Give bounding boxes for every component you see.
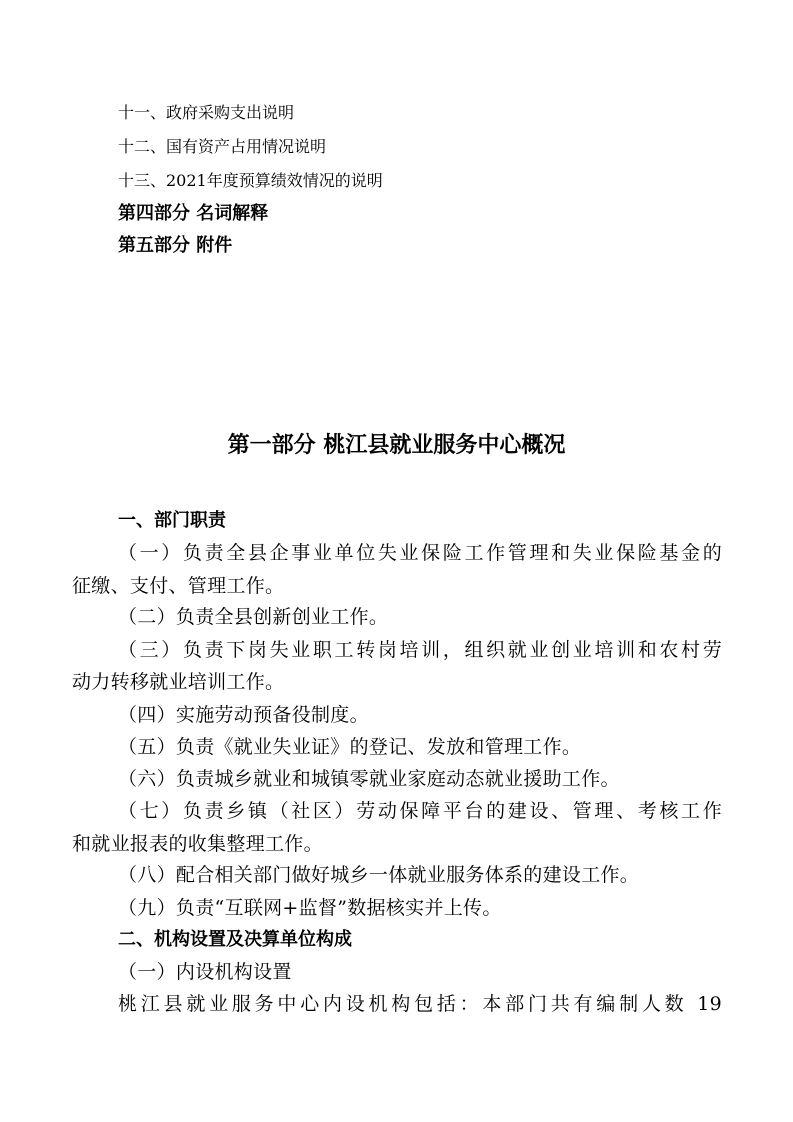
duty-7-line-1: （七）负责乡镇（社区）劳动保障平台的建设、管理、考核工作 <box>118 800 722 822</box>
duty-5: （五）负责《就业失业证》的登记、发放和管理工作。 <box>118 736 582 758</box>
duty-6: （六）负责城乡就业和城镇零就业家庭动态就业援助工作。 <box>118 768 620 790</box>
heading-organization: 二、机构设置及决算单位构成 <box>118 929 352 950</box>
toc-part-5: 第五部分 附件 <box>118 235 233 256</box>
duty-2: （二）负责全县创新创业工作。 <box>118 606 389 628</box>
heading-department-duties: 一、部门职责 <box>118 510 226 531</box>
subheading-internal-setup: （一）内设机构设置 <box>118 961 292 983</box>
body-internal-setup: 桃江县就业服务中心内设机构包括：本部门共有编制人数 19 <box>118 993 722 1015</box>
duty-1-line-2: 征缴、支付、管理工作。 <box>72 575 285 597</box>
duty-8: （八）配合相关部门做好城乡一体就业服务体系的建设工作。 <box>118 864 640 886</box>
duty-4: （四）实施劳动预备役制度。 <box>118 704 369 726</box>
section-title: 第一部分 桃江县就业服务中心概况 <box>227 433 566 458</box>
duty-7-line-2: 和就业报表的收集整理工作。 <box>72 833 323 855</box>
toc-item-13: 十三、2021年度预算绩效情况的说明 <box>118 171 383 190</box>
toc-item-11: 十一、政府采购支出说明 <box>118 103 295 122</box>
toc-item-12: 十二、国有资产占用情况说明 <box>118 137 327 156</box>
duty-3-line-2: 动力转移就业培训工作。 <box>72 671 285 693</box>
duty-3-line-1: （三）负责下岗失业职工转岗培训，组织就业创业培训和农村劳 <box>118 639 722 661</box>
toc-part-4: 第四部分 名词解释 <box>118 203 269 224</box>
duty-1-line-1: （一）负责全县企事业单位失业保险工作管理和失业保险基金的 <box>118 542 722 564</box>
duty-9: （九）负责“互联网+监督”数据核实并上传。 <box>118 897 502 919</box>
